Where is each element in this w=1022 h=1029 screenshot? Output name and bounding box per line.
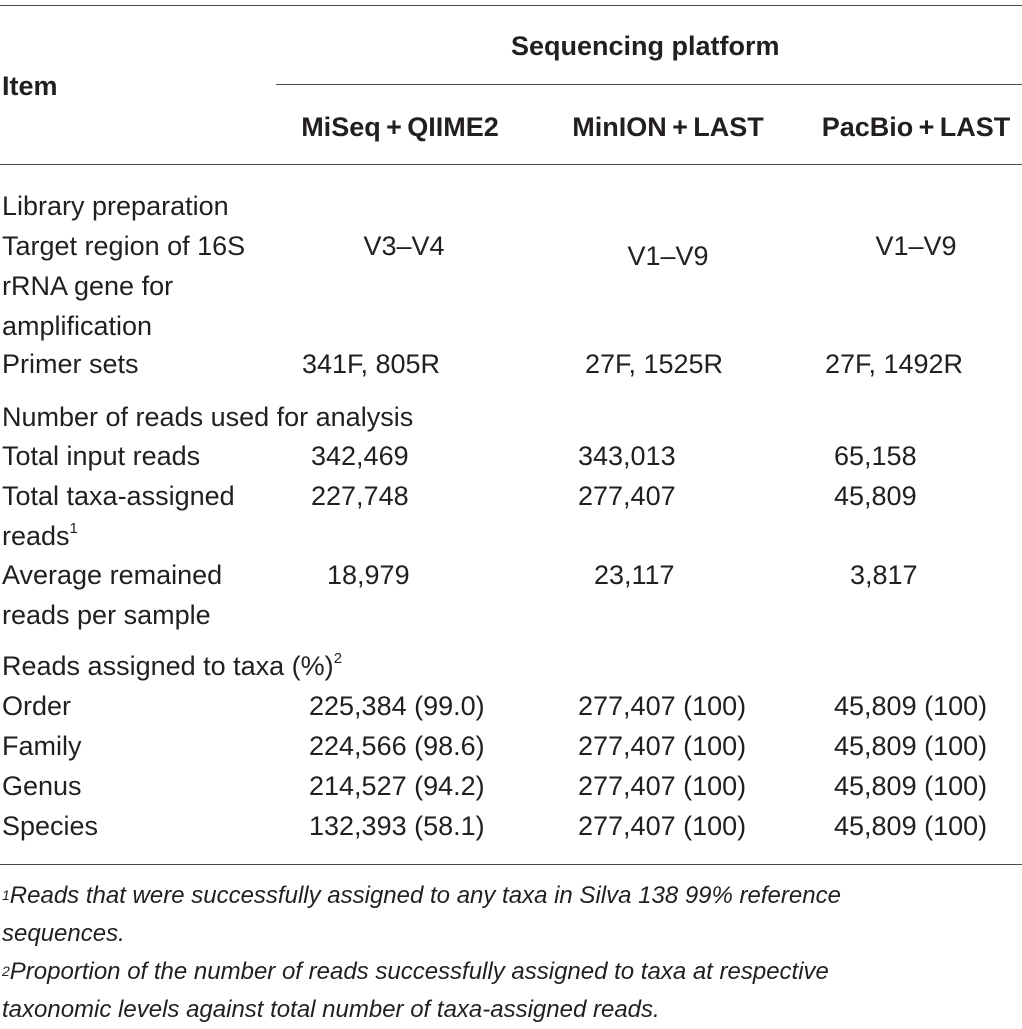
cell-order-minion: 277,407 (100) [578, 691, 747, 721]
cell-genus-pacbio: 45,809 (100) [834, 771, 988, 801]
row-label-target-region: Target region of 16S [2, 231, 246, 261]
cell-average-pacbio: 3,817 [850, 560, 918, 590]
row-label-family: Family [2, 731, 82, 761]
section-title-taxa-text: Reads assigned to taxa (%) [2, 651, 334, 681]
row-label-primers: Primer sets [2, 349, 139, 379]
footnote-2-mark: 2 [2, 963, 10, 979]
table-bottom-rule [0, 864, 1022, 865]
group-rule [276, 84, 1022, 85]
cell-total-input-pacbio: 65,158 [834, 441, 917, 471]
cell-taxa-assigned-minion: 277,407 [578, 481, 676, 511]
top-rule [0, 5, 1022, 6]
cell-order-miseq: 225,384 (99.0) [309, 691, 485, 721]
cell-target-region-miseq: V3–V4 [363, 231, 445, 261]
section-title-taxa [2, 650, 343, 681]
cell-total-input-miseq: 342,469 [311, 441, 409, 471]
row-label-average: Average remained [2, 560, 223, 590]
header-group: Sequencing platform [511, 31, 780, 61]
row-label-species: Species [2, 811, 99, 841]
row-label-taxa-assigned: Total taxa-assigned [2, 481, 235, 511]
footnote-1-mark: 1 [2, 887, 10, 903]
row-label-genus: Genus [2, 771, 82, 801]
cell-average-miseq: 18,979 [327, 560, 410, 590]
row-label-total-input: Total input reads [2, 441, 201, 471]
footnote-1-text: Reads that were successfully assigned to any taxa in Silva 138 99% reference [9, 882, 841, 909]
header-col-minion: MinION + LAST [572, 112, 764, 142]
row-label-average: reads per sample [2, 600, 211, 630]
row-label-taxa-assigned-line2 [2, 520, 78, 551]
footnote-2 [2, 953, 829, 991]
cell-primers-minion: 27F, 1525R [584, 349, 724, 379]
cell-taxa-assigned-miseq: 227,748 [311, 481, 409, 511]
cell-genus-miseq: 214,527 (94.2) [309, 771, 485, 801]
header-item: Item [2, 71, 58, 101]
footnote-2-cont: taxonomic levels against total number of taxa-assigned reads. [2, 996, 660, 1023]
row-label-order: Order [2, 691, 72, 721]
cell-species-miseq: 132,393 (58.1) [309, 811, 485, 841]
footnote-1 [2, 877, 841, 915]
row-label-taxa-assigned-text: reads [2, 521, 70, 551]
row-label-target-region: rRNA gene for [2, 271, 174, 301]
cell-target-region-pacbio: V1–V9 [875, 231, 957, 261]
footnote-1-cont: sequences. [2, 920, 125, 947]
cell-primers-miseq: 341F, 805R [301, 349, 441, 379]
cell-primers-pacbio: 27F, 1492R [824, 349, 964, 379]
cell-genus-minion: 277,407 (100) [578, 771, 747, 801]
cell-family-pacbio: 45,809 (100) [834, 731, 988, 761]
section-title-reads: Number of reads used for analysis [2, 402, 414, 432]
cell-family-miseq: 224,566 (98.6) [309, 731, 485, 761]
section-title-library: Library preparation [2, 191, 229, 221]
cell-taxa-assigned-pacbio: 45,809 [834, 481, 917, 511]
cell-total-input-minion: 343,013 [578, 441, 676, 471]
header-bottom-rule [0, 164, 1022, 165]
header-col-miseq: MiSeq + QIIME2 [301, 112, 499, 142]
cell-average-minion: 23,117 [594, 560, 675, 590]
footnote-2-text: Proportion of the number of reads successfully assigned to taxa at respective [9, 958, 829, 985]
cell-species-pacbio: 45,809 (100) [834, 811, 988, 841]
cell-order-pacbio: 45,809 (100) [834, 691, 988, 721]
cell-family-minion: 277,407 (100) [578, 731, 747, 761]
cell-species-minion: 277,407 (100) [578, 811, 747, 841]
header-col-pacbio: PacBio + LAST [821, 112, 1011, 142]
row-label-target-region: amplification [2, 311, 153, 341]
cell-target-region-minion: V1–V9 [627, 241, 709, 271]
footnote-ref-1: 1 [69, 520, 78, 537]
footnote-ref-2: 2 [333, 650, 343, 667]
